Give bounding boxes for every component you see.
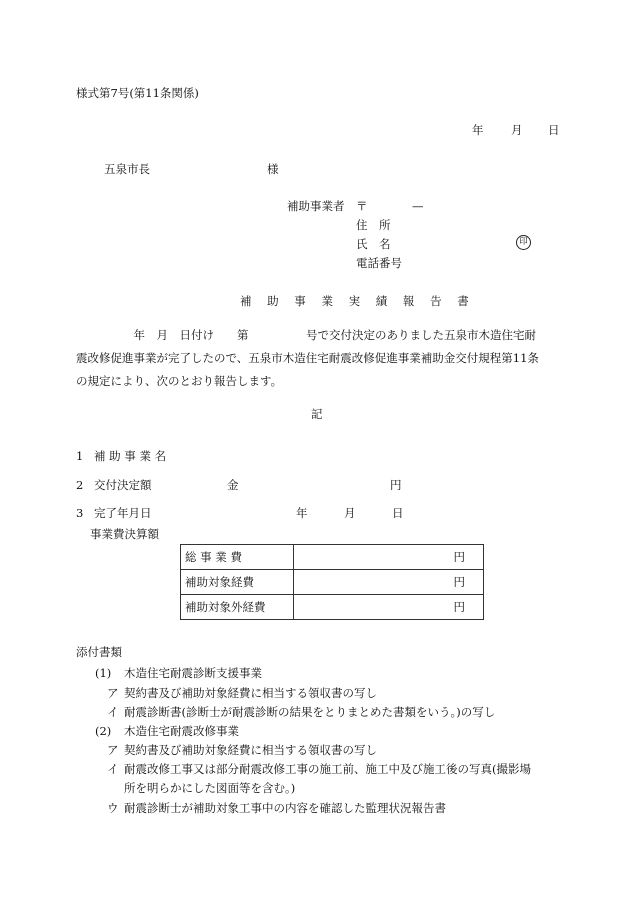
ki-marker: 記 bbox=[311, 407, 323, 421]
postal-mark: 〒 bbox=[356, 199, 368, 213]
table-row bbox=[181, 595, 484, 620]
addressee-honorific: 様 bbox=[267, 162, 279, 176]
sec2-u-mark: ウ bbox=[107, 801, 119, 815]
applicant-label: 補助事業者 bbox=[287, 199, 345, 213]
item3-day: 日 bbox=[392, 506, 404, 520]
sec1-number: (1) bbox=[95, 666, 112, 680]
item3-month: 月 bbox=[344, 506, 356, 520]
sec1-i-text: 耐震診断書(診断士が耐震診断の結果をとりまとめた書類をいう。)の写し bbox=[124, 705, 496, 719]
date-month-label: 月 bbox=[511, 123, 523, 137]
expense-unit-total: 円 bbox=[294, 545, 484, 570]
expense-table bbox=[180, 544, 484, 620]
sec1-title: 木造住宅耐震診断支援事業 bbox=[124, 666, 262, 680]
form-number: 様式第7号(第11条関係) bbox=[76, 86, 199, 100]
item2-kin: 金 bbox=[227, 478, 239, 492]
item2-label: 交付決定額 bbox=[94, 478, 152, 492]
expense-heading: 事業費決算額 bbox=[90, 527, 159, 541]
sec1-a-mark: ア bbox=[107, 686, 119, 700]
item3-number: 3 bbox=[76, 506, 84, 520]
item1-label: 補 助 事 業 名 bbox=[94, 449, 167, 463]
sec2-title: 木造住宅耐震改修事業 bbox=[124, 724, 239, 738]
body-line-3: の規定により、次のとおり報告します。 bbox=[76, 374, 283, 388]
table-row bbox=[181, 570, 484, 595]
sec2-i-text-cont: 所を明らかにした図面等を含む。) bbox=[124, 781, 296, 795]
sec2-a-mark: ア bbox=[107, 743, 119, 757]
sec1-i-mark: イ bbox=[107, 705, 119, 719]
body-paragraph bbox=[76, 324, 562, 393]
expense-label-total: 総 事 業 費 bbox=[181, 545, 294, 570]
expense-unit-eligible: 円 bbox=[294, 570, 484, 595]
address-label: 住 所 bbox=[356, 218, 391, 232]
name-label: 氏 名 bbox=[356, 237, 391, 251]
sec2-number: (2) bbox=[95, 724, 112, 738]
item3-year: 年 bbox=[296, 506, 308, 520]
seal-mark: 印 bbox=[516, 235, 531, 250]
date-day-label: 日 bbox=[548, 123, 560, 137]
attachments-heading: 添付書類 bbox=[76, 645, 122, 659]
body-line-2: 震改修促進事業が完了したので、五泉市木造住宅耐震改修促進事業補助金交付規程第11条 bbox=[76, 351, 539, 365]
item1-number: 1 bbox=[76, 449, 84, 463]
phone-label: 電話番号 bbox=[356, 256, 402, 270]
item3-label: 完了年月日 bbox=[94, 506, 152, 520]
document-title: 補 助 事 業 実 績 報 告 書 bbox=[240, 294, 475, 308]
expense-unit-ineligible: 円 bbox=[294, 595, 484, 620]
sec2-i-mark: イ bbox=[107, 762, 119, 776]
date-year-label: 年 bbox=[472, 123, 484, 137]
sec2-i-text: 耐震改修工事又は部分耐震改修工事の施工前、施工中及び施工後の写真(撮影場 bbox=[124, 762, 531, 776]
addressee-name: 五泉市長 bbox=[104, 162, 150, 176]
postal-dash: — bbox=[412, 199, 424, 213]
item2-number: 2 bbox=[76, 478, 84, 492]
body-line-1: 年 月 日付け 第 号で交付決定のありました五泉市木造住宅耐 bbox=[76, 328, 536, 342]
sec2-u-text: 耐震診断士が補助対象工事中の内容を確認した監理状況報告書 bbox=[124, 801, 446, 815]
sec1-a-text: 契約書及び補助対象経費に相当する領収書の写し bbox=[124, 686, 377, 700]
expense-label-ineligible: 補助対象外経費 bbox=[181, 595, 294, 620]
expense-label-eligible: 補助対象経費 bbox=[181, 570, 294, 595]
item2-yen: 円 bbox=[390, 478, 402, 492]
sec2-a-text: 契約書及び補助対象経費に相当する領収書の写し bbox=[124, 743, 377, 757]
table-row bbox=[181, 545, 484, 570]
